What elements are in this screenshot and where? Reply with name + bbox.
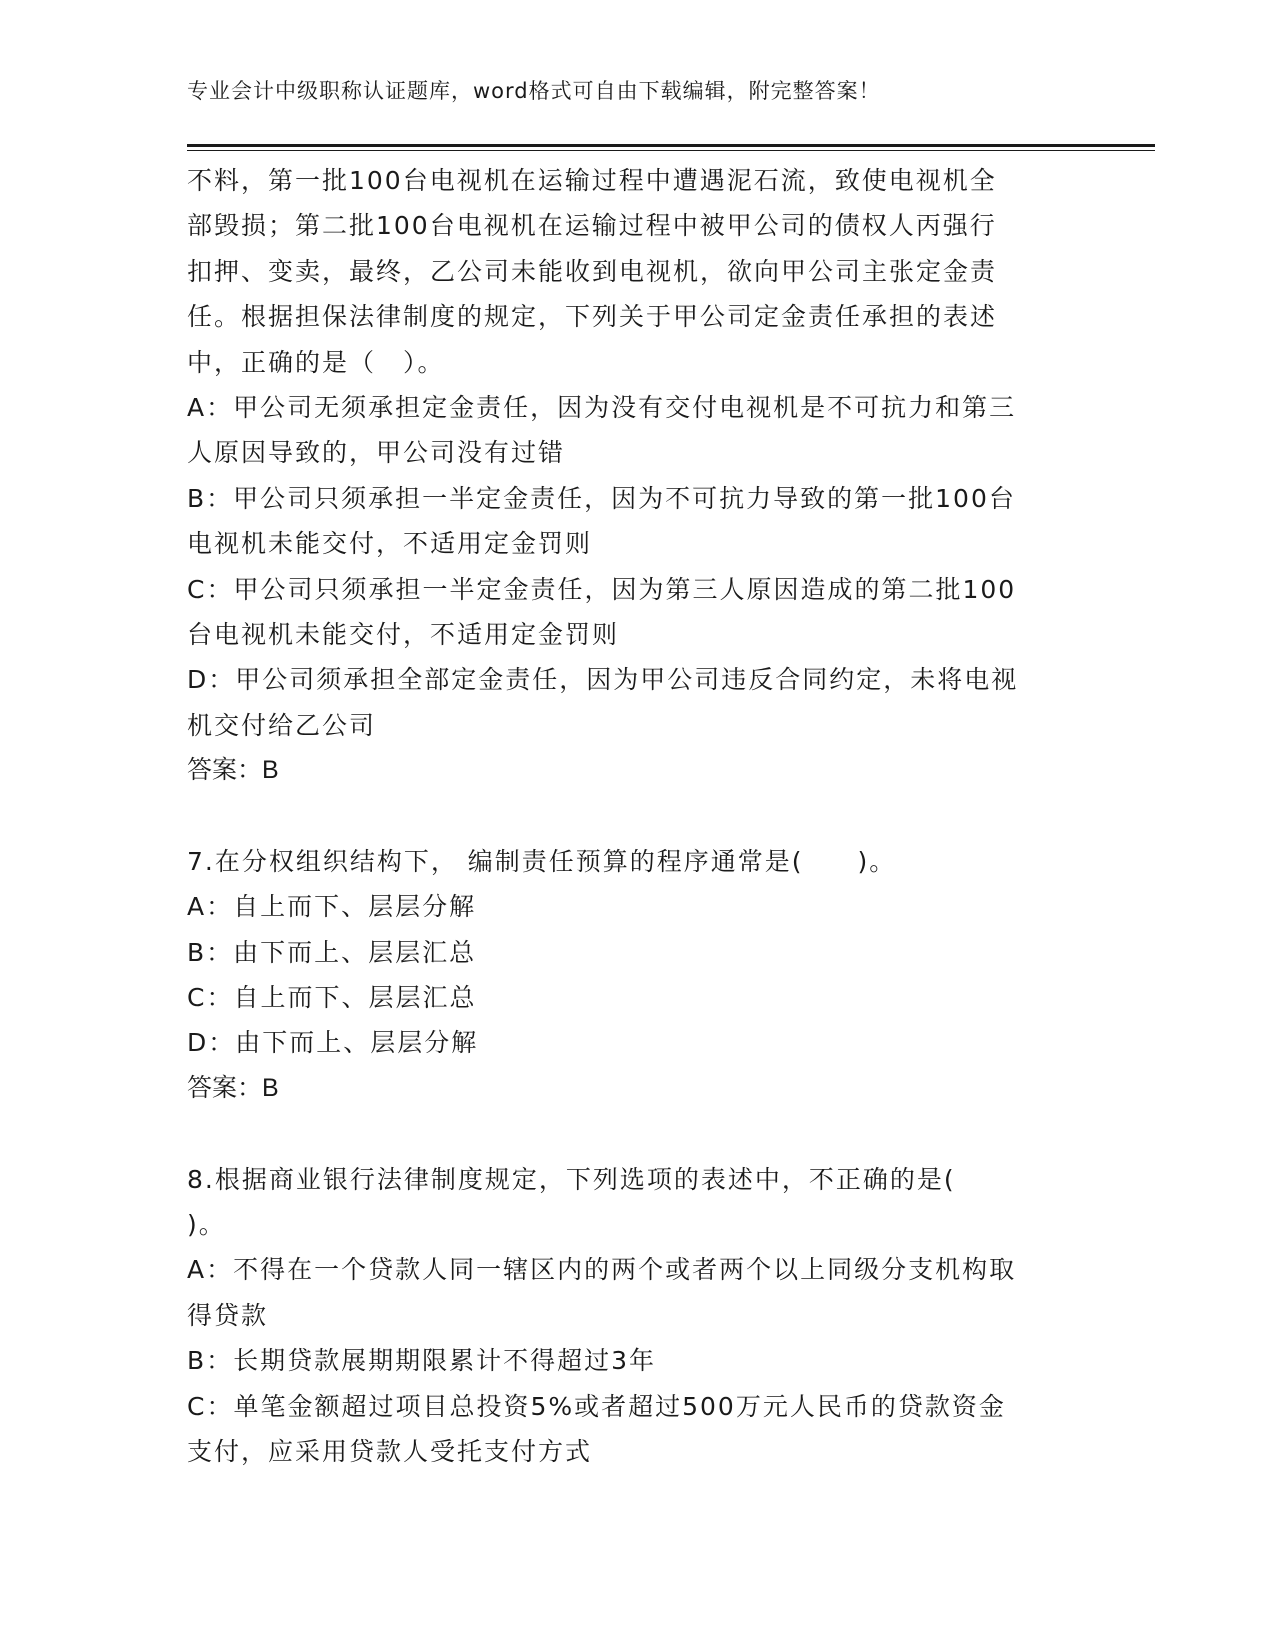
question-stem-line: 8.根据商业银行法律制度规定，下列选项的表述中，不正确的是( (187, 1164, 956, 1194)
option-c: C：单笔金额超过项目总投资5%或者超过500万元人民币的贷款资金 (187, 1391, 1006, 1421)
option-c: 支付，应采用贷款人受托支付方式 (187, 1436, 593, 1466)
option-a: 得贷款 (187, 1300, 269, 1330)
option-a: A：自上而下、层层分解 (187, 892, 477, 922)
document-body (187, 158, 1087, 1474)
question-stem-line: 部毁损；第二批100台电视机在运输过程中被甲公司的债权人丙强行 (187, 211, 997, 241)
option-a: 人原因导致的，甲公司没有过错 (187, 438, 566, 468)
page-header: 专业会计中级职称认证题库，word格式可自由下载编辑，附完整答案！ (187, 79, 881, 103)
question-stem-line: )。 (187, 1209, 226, 1239)
option-d: D：由下而上、层层分解 (187, 1028, 479, 1058)
option-a: A：甲公司无须承担定金责任，因为没有交付电视机是不可抗力和第三 (187, 392, 1017, 422)
spacer (187, 793, 1087, 838)
option-c: C：甲公司只须承担一半定金责任，因为第三人原因造成的第二批100 (187, 574, 1017, 604)
question-7 (187, 839, 1087, 1111)
question-stem-line: 不料，第一批100台电视机在运输过程中遭遇泥石流，致使电视机全 (187, 166, 997, 195)
option-d: D：甲公司须承担全部定金责任，因为甲公司违反合同约定，未将电视 (187, 665, 1019, 695)
option-b: B：长期贷款展期期限累计不得超过3年 (187, 1346, 657, 1376)
option-c: 台电视机未能交付，不适用定金罚则 (187, 619, 620, 649)
option-b: B：由下而上、层层汇总 (187, 937, 477, 967)
header-divider (187, 144, 1155, 147)
question-stem-line: 任。根据担保法律制度的规定，下列关于甲公司定金责任承担的表述 (187, 302, 998, 332)
question-8 (187, 1157, 1087, 1475)
option-b: B：甲公司只须承担一半定金责任，因为不可抗力导致的第一批100台 (187, 483, 1016, 513)
question-6 (187, 158, 1087, 793)
question-stem-line: 扣押、变卖，最终，乙公司未能收到电视机，欲向甲公司主张定金责 (187, 256, 998, 286)
answer: 答案：B (187, 1073, 279, 1102)
spacer (187, 1111, 1087, 1156)
option-a: A：不得在一个贷款人同一辖区内的两个或者两个以上同级分支机构取 (187, 1255, 1017, 1285)
option-c: C：自上而下、层层汇总 (187, 983, 477, 1013)
question-stem-line: 中，正确的是（ ）。 (187, 347, 445, 377)
option-d: 机交付给乙公司 (187, 710, 377, 740)
answer: 答案：B (187, 756, 279, 785)
question-stem: 7.在分权组织结构下， 编制责任预算的程序通常是( )。 (187, 846, 897, 876)
option-b: 电视机未能交付，不适用定金罚则 (187, 529, 593, 559)
